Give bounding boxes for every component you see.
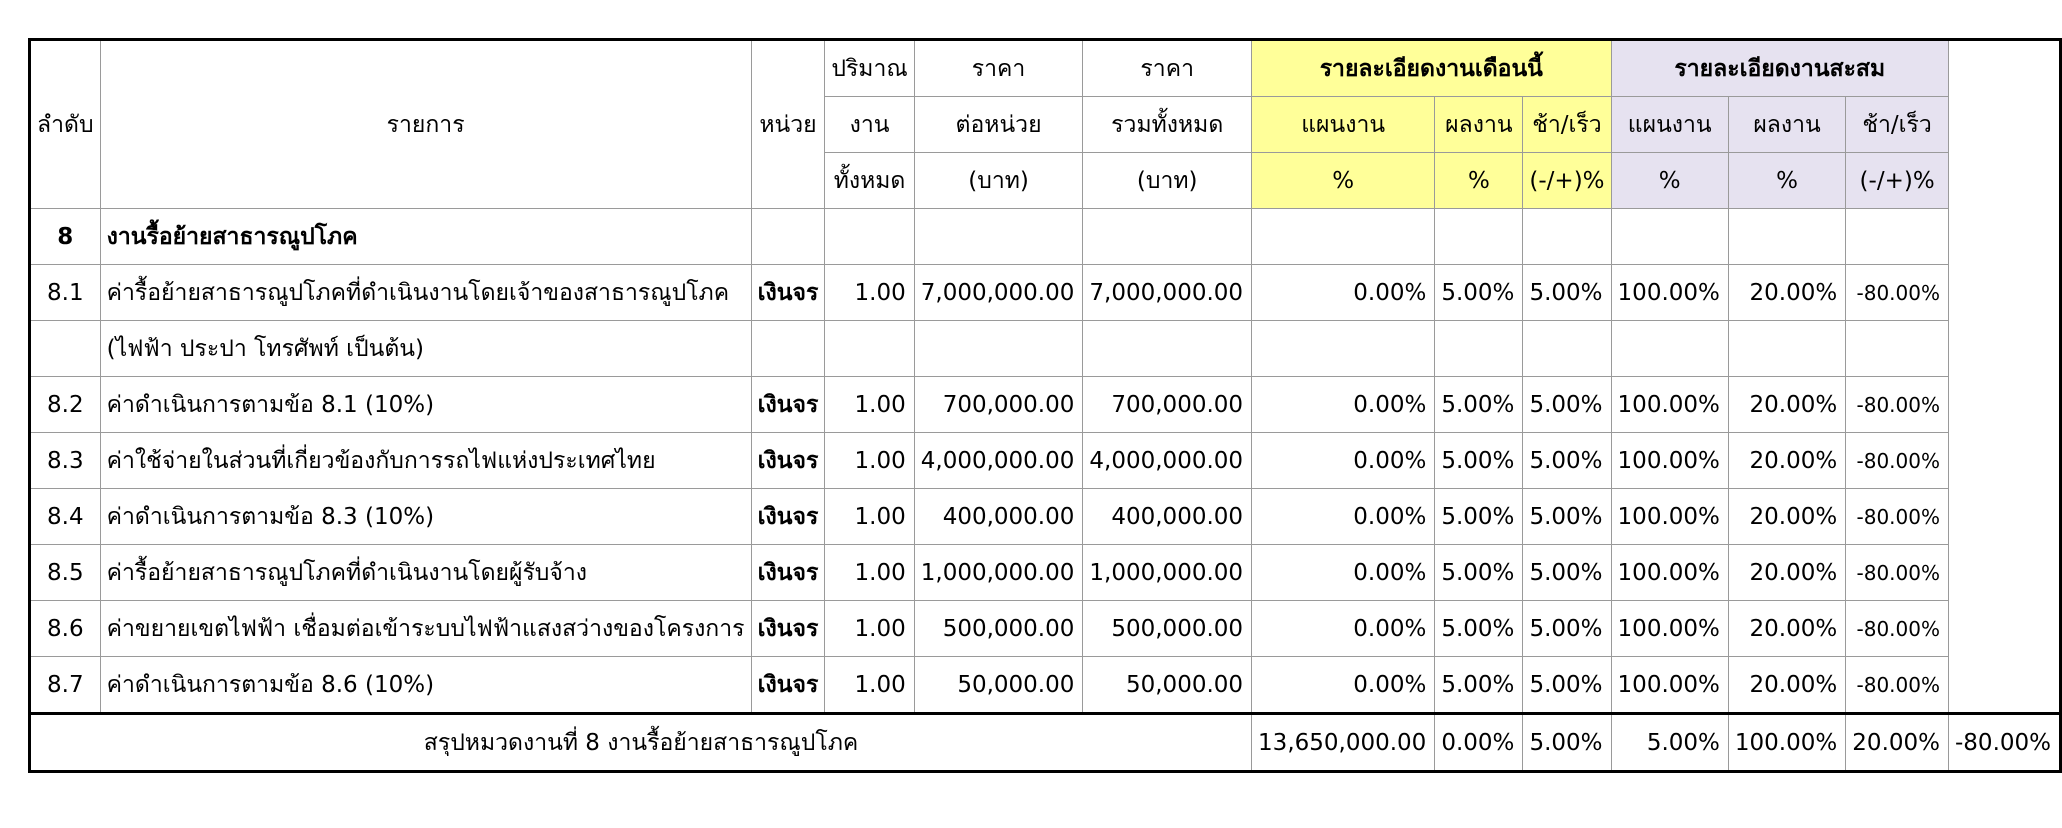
row-cum-plan: 100.00% [1611,657,1728,714]
header-total-price-1: ราคา [1083,40,1252,97]
row-qty: 1.00 [825,601,914,657]
row-unit-price [914,321,1083,377]
summary-label: สรุปหมวดงานที่ 8 งานรื้อย้ายสาธารณูปโภค [30,714,1252,772]
row-month-diff: 5.00% [1523,433,1611,489]
header-unit: หน่วย [751,40,825,209]
row-cum-actual: 20.00% [1728,433,1845,489]
row-unit: เงินจร [751,489,825,545]
row-cum-plan: 100.00% [1611,489,1728,545]
empty-cell [1728,209,1845,265]
row-unit: เงินจร [751,545,825,601]
row-qty: 1.00 [825,657,914,714]
empty-cell [1252,209,1435,265]
header-month-plan: แผนงาน [1252,97,1435,153]
header-qty-1: ปริมาณ [825,40,914,97]
row-qty: 1.00 [825,377,914,433]
row-total: 500,000.00 [1083,601,1252,657]
row-desc: ค่าขยายเขตไฟฟ้า เชื่อมต่อเข้าระบบไฟฟ้าแสงสว่างของโครงการ [100,601,751,657]
header-unit-price-1: ราคา [914,40,1083,97]
table-row [30,321,2061,377]
row-unit-price: 500,000.00 [914,601,1083,657]
row-total: 7,000,000.00 [1083,265,1252,321]
row-desc: ค่ารื้อย้ายสาธารณูปโภคที่ดำเนินงานโดยผู้รับจ้าง [100,545,751,601]
summary-month-plan: 0.00% [1435,714,1523,772]
table-row [30,657,2061,714]
table-row [30,601,2061,657]
row-cum-diff: -80.00% [1846,265,1949,321]
summary-cum-diff: -80.00% [1949,714,2061,772]
table-row [30,377,2061,433]
header-cum-plan-unit: % [1611,153,1728,209]
row-no: 8.4 [30,489,101,545]
row-month-diff: 5.00% [1523,657,1611,714]
row-cum-diff: -80.00% [1846,377,1949,433]
row-month-plan: 0.00% [1252,265,1435,321]
row-month-diff: 5.00% [1523,489,1611,545]
empty-cell [751,209,825,265]
row-cum-actual: 20.00% [1728,657,1845,714]
row-month-plan: 0.00% [1252,377,1435,433]
row-unit-price: 4,000,000.00 [914,433,1083,489]
empty-cell [1523,209,1611,265]
header-total-price-2: รวมทั้งหมด [1083,97,1252,153]
row-month-actual [1435,321,1523,377]
spreadsheet [28,38,2062,773]
row-cum-diff: -80.00% [1846,433,1949,489]
header-cum-actual: ผลงาน [1728,97,1845,153]
row-desc: ค่ารื้อย้ายสาธารณูปโภคที่ดำเนินงานโดยเจ้าของสาธารณูปโภค [100,265,751,321]
summary-total: 13,650,000.00 [1252,714,1435,772]
row-month-plan: 0.00% [1252,657,1435,714]
row-month-diff: 5.00% [1523,265,1611,321]
row-unit-price: 700,000.00 [914,377,1083,433]
empty-cell [1611,209,1728,265]
header-this-month: รายละเอียดงานเดือนนี้ [1252,40,1612,97]
row-total [1083,321,1252,377]
row-no: 8.3 [30,433,101,489]
header-cum-plan: แผนงาน [1611,97,1728,153]
row-cum-actual: 20.00% [1728,265,1845,321]
row-unit: เงินจร [751,601,825,657]
row-month-diff: 5.00% [1523,377,1611,433]
row-desc: ค่าดำเนินการตามข้อ 8.3 (10%) [100,489,751,545]
empty-cell [1435,209,1523,265]
empty-cell [914,209,1083,265]
row-desc: ค่าดำเนินการตามข้อ 8.1 (10%) [100,377,751,433]
header-qty-2: งาน [825,97,914,153]
row-month-diff: 5.00% [1523,601,1611,657]
row-cum-actual [1728,321,1845,377]
header-cum-diff: ช้า/เร็ว [1846,97,1949,153]
row-cum-plan: 100.00% [1611,377,1728,433]
header-qty-3: ทั้งหมด [825,153,914,209]
header-cum-diff-unit: (-/+)% [1846,153,1949,209]
row-cum-diff: -80.00% [1846,545,1949,601]
row-desc: ค่าใช้จ่ายในส่วนที่เกี่ยวข้องกับการรถไฟแห่งประเทศไทย [100,433,751,489]
row-total: 700,000.00 [1083,377,1252,433]
row-cum-actual: 20.00% [1728,489,1845,545]
row-cum-diff: -80.00% [1846,657,1949,714]
row-unit-price: 400,000.00 [914,489,1083,545]
header-unit-price-2: ต่อหน่วย [914,97,1083,153]
header-month-actual-unit: % [1435,153,1523,209]
row-month-plan: 0.00% [1252,489,1435,545]
header-month-diff: ช้า/เร็ว [1523,97,1611,153]
row-qty: 1.00 [825,433,914,489]
row-cum-actual: 20.00% [1728,545,1845,601]
row-qty: 1.00 [825,545,914,601]
row-total: 50,000.00 [1083,657,1252,714]
row-unit: เงินจร [751,377,825,433]
row-unit: เงินจร [751,265,825,321]
row-no: 8.1 [30,265,101,321]
row-no: 8.5 [30,545,101,601]
header-item: รายการ [100,40,751,209]
summary-month-actual: 5.00% [1523,714,1611,772]
row-no: 8.7 [30,657,101,714]
table-row [30,489,2061,545]
row-cum-actual: 20.00% [1728,601,1845,657]
row-month-actual: 5.00% [1435,601,1523,657]
header-row-1 [30,40,2061,97]
summary-month-diff: 5.00% [1611,714,1728,772]
row-month-actual: 5.00% [1435,489,1523,545]
row-cum-plan: 100.00% [1611,545,1728,601]
row-cum-actual: 20.00% [1728,377,1845,433]
row-cum-plan: 100.00% [1611,433,1728,489]
row-month-plan [1252,321,1435,377]
row-qty: 1.00 [825,265,914,321]
header-order: ลำดับ [30,40,101,209]
empty-cell [1083,209,1252,265]
progress-table [28,38,2062,773]
row-no [30,321,101,377]
row-unit [751,321,825,377]
row-cum-plan [1611,321,1728,377]
row-cum-diff: -80.00% [1846,489,1949,545]
row-month-plan: 0.00% [1252,601,1435,657]
summary-row [30,714,2061,772]
table-row [30,265,2061,321]
summary-cum-actual: 20.00% [1846,714,1949,772]
row-cum-diff: -80.00% [1846,601,1949,657]
row-qty: 1.00 [825,489,914,545]
row-qty [825,321,914,377]
row-total: 400,000.00 [1083,489,1252,545]
row-unit-price: 1,000,000.00 [914,545,1083,601]
section-title: งานรื้อย้ายสาธารณูปโภค [100,209,751,265]
row-total: 1,000,000.00 [1083,545,1252,601]
row-month-actual: 5.00% [1435,545,1523,601]
row-unit-price: 50,000.00 [914,657,1083,714]
header-total-price-3: (บาท) [1083,153,1252,209]
row-month-plan: 0.00% [1252,433,1435,489]
header-cum-actual-unit: % [1728,153,1845,209]
header-month-diff-unit: (-/+)% [1523,153,1611,209]
row-month-actual: 5.00% [1435,377,1523,433]
header-month-actual: ผลงาน [1435,97,1523,153]
table-row [30,545,2061,601]
row-month-diff: 5.00% [1523,545,1611,601]
row-unit: เงินจร [751,433,825,489]
row-month-actual: 5.00% [1435,433,1523,489]
row-month-actual: 5.00% [1435,657,1523,714]
header-cumulative: รายละเอียดงานสะสม [1611,40,1948,97]
row-unit-price: 7,000,000.00 [914,265,1083,321]
empty-cell [1846,209,1949,265]
row-cum-diff [1846,321,1949,377]
section-row [30,209,2061,265]
row-no: 8.6 [30,601,101,657]
row-total: 4,000,000.00 [1083,433,1252,489]
row-unit: เงินจร [751,657,825,714]
summary-cum-plan: 100.00% [1728,714,1845,772]
header-unit-price-3: (บาท) [914,153,1083,209]
section-no: 8 [30,209,101,265]
row-month-diff [1523,321,1611,377]
row-cum-plan: 100.00% [1611,601,1728,657]
row-desc: ค่าดำเนินการตามข้อ 8.6 (10%) [100,657,751,714]
rows-body [30,265,2061,714]
row-cum-plan: 100.00% [1611,265,1728,321]
empty-cell [825,209,914,265]
row-desc: (ไฟฟ้า ประปา โทรศัพท์ เป็นต้น) [100,321,751,377]
row-month-plan: 0.00% [1252,545,1435,601]
row-no: 8.2 [30,377,101,433]
header-month-plan-unit: % [1252,153,1435,209]
table-row [30,433,2061,489]
row-month-actual: 5.00% [1435,265,1523,321]
